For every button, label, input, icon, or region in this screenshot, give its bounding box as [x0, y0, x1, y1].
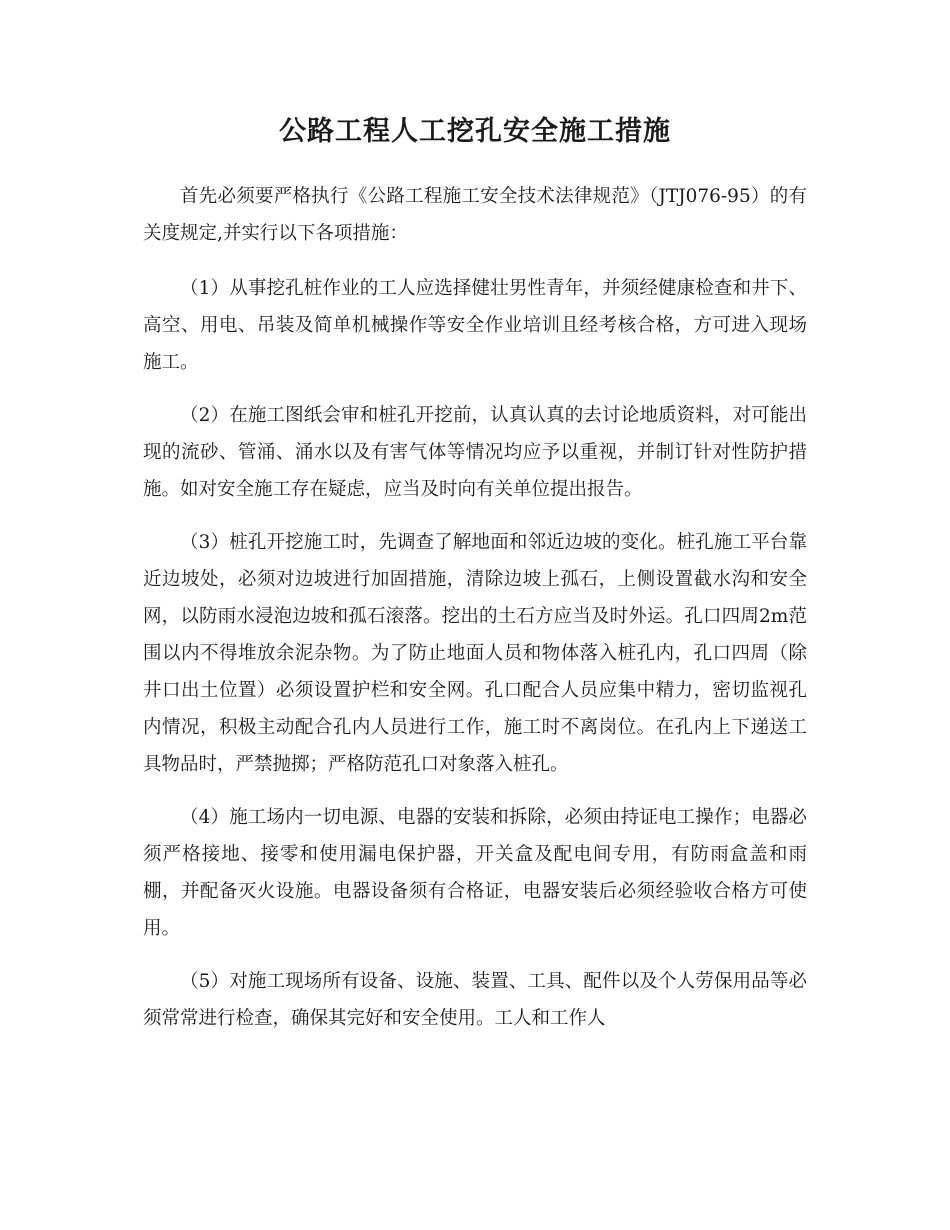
document-title: 公路工程人工挖孔安全施工措施 [279, 116, 671, 147]
paragraph-1: （1）从事挖孔桩作业的工人应选择健壮男性青年，并须经健康检查和井下、高空、用电、吊装及简单机械操作等安全作业培训且经考核合格，方可进入现场施工。 [143, 278, 807, 373]
intro-paragraph: 首先必须要严格执行《公路工程施工安全技术法律规范》（JTJ076-95）的有关度规定,并实行以下各项措施： [143, 186, 807, 244]
paragraph-5: （5）对施工现场所有设备、设施、装置、工具、配件以及个人劳保用品等必须常常进行检查，确保其完好和安全使用。工人和工作人 [143, 971, 807, 1029]
paragraph-3: （3）桩孔开挖施工时，先调查了解地面和邻近边坡的变化。桩孔施工平台靠近边坡处，必须对边坡进行加固措施，清除边坡上孤石，上侧设置截水沟和安全网，以防雨水浸泡边坡和孤石滚落。挖出的土石方应当及时外运。孔口四周2m范围以内不得堆放余泥杂物。为了防止地面人员和物体落入桩孔内，孔口四周（除井口出土位置）必须设置护栏和安全网。孔口配合人员应集中精力，密切监视孔内情况，积极主动配合孔内人员进行工作，施工时不离岗位。在孔内上下递送工具物品时，严禁抛掷；严格防范孔口对象落入桩孔。 [143, 532, 807, 775]
paragraph-2: （2）在施工图纸会审和桩孔开挖前，认真认真的去讨论地质资料，对可能出现的流砂、管涌、涌水以及有害气体等情况均应予以重视，并制订针对性防护措施。如对安全施工存在疑虑，应当及时向有关单位提出报告。 [143, 405, 807, 500]
paragraph-4: （4）施工场内一切电源、电器的安装和拆除，必须由持证电工操作；电器必须严格接地、接零和使用漏电保护器，开关盒及配电间专用，有防雨盒盖和雨棚，并配备灭火设施。电器设备须有合格证，电器安装后必须经验收合格方可使用。 [143, 807, 807, 939]
document-page [143, 112, 807, 1037]
